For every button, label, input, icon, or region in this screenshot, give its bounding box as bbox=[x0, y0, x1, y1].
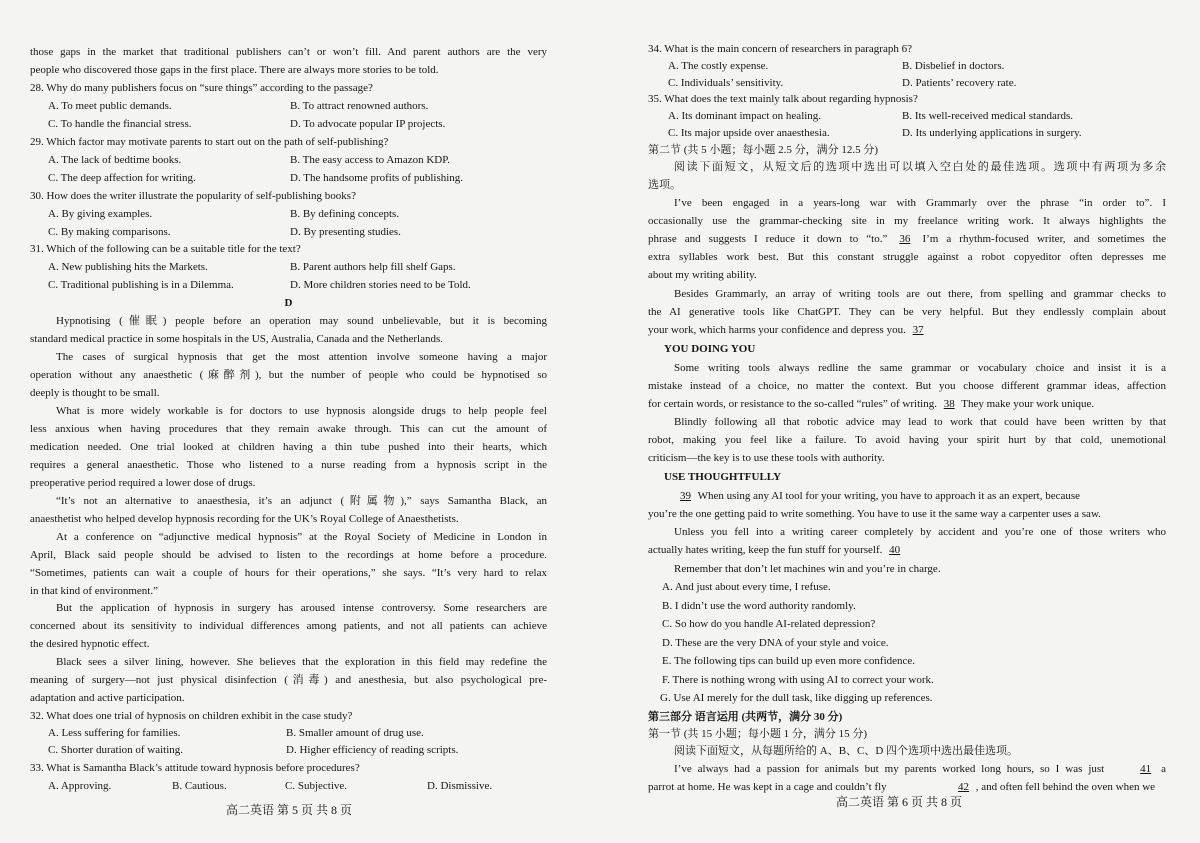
text-line: anaesthetist who helped develop hypnosis recording for the UK’s Royal College of Anaesthetists. bbox=[30, 513, 459, 525]
answer-option: D. The handsome profits of publishing. bbox=[290, 172, 464, 184]
answer-option: A. By giving examples. bbox=[48, 208, 153, 220]
text-line: 选项。 bbox=[648, 179, 681, 191]
text-line: operation without any anaesthetic (麻醉剂), but the number of people who could be hypnotised so bbox=[30, 369, 547, 381]
answer-option: D. Higher efficiency of reading scripts. bbox=[286, 744, 459, 756]
passage-line-blank-41 bbox=[648, 762, 1166, 776]
blank-40-pre: actually hates writing, keep the fun stuff for yourself. bbox=[648, 544, 883, 556]
text-line: 28. Why do many publishers focus on “sure things” according to the passage? bbox=[30, 82, 373, 94]
text-line: Besides Grammarly, an array of writing tools are out there, from spelling and grammar checks to bbox=[674, 288, 1166, 300]
answer-option: D. Dismissive. bbox=[427, 780, 493, 792]
text-line: those gaps in the market that traditional publishers can’t or won’t fill. And parent authors are the very bbox=[30, 46, 547, 58]
passage-line-blank-40 bbox=[648, 543, 1166, 557]
answer-option: B. The easy access to Amazon KDP. bbox=[290, 154, 450, 166]
text-line: extra syllables work best. But this constant struggle against a robot copyeditor often depresses me bbox=[648, 251, 1166, 263]
text-line: occasionally use the grammar-checking site in my freelance writing work. It always highlights the bbox=[648, 215, 1166, 227]
choice-option: B. I didn’t use the word authority randomly. bbox=[662, 599, 856, 612]
answer-option: C. To handle the financial stress. bbox=[48, 118, 192, 130]
answer-option: B. Its well-received medical standards. bbox=[902, 110, 1074, 122]
text-line: parrot at home. He was kept in a cage and couldn’t fly bbox=[648, 781, 887, 793]
blank-39: 39 bbox=[680, 490, 691, 502]
blank-37: 37 bbox=[912, 324, 924, 336]
choice-option: E. The following tips can build up even more confidence. bbox=[662, 655, 916, 667]
answer-option: A. New publishing hits the Markets. bbox=[48, 261, 208, 273]
text-line: 34. What is the main concern of researchers in paragraph 6? bbox=[648, 43, 912, 55]
answer-option: D. To advocate popular IP projects. bbox=[290, 118, 446, 130]
blank-39-post: When using any AI tool for your writing, you have to approach it as an expert, because bbox=[697, 490, 1081, 502]
blank-41-pre: I’ve always had a passion for animals but my parents worked long hours, so I was just bbox=[674, 763, 1105, 775]
text-line: standard medical practice in some hospitals in the US, Australia, Canada and the Netherlands. bbox=[30, 333, 443, 345]
answer-option: C. Shorter duration of waiting. bbox=[48, 744, 184, 756]
text-line: I’ve been engaged in a years-long war with Grammarly over the phrase “in order to”. I bbox=[674, 197, 1166, 209]
blank-38-pre: for certain words, or resistance to the so-called “rules” of writing. bbox=[648, 398, 937, 410]
text-line: Hypnotising (催眠) people before an operation may sound unbelievable, but it is becoming bbox=[56, 315, 547, 327]
text-line: preoperative period required a lower dose of drugs. bbox=[30, 477, 256, 489]
text-line: in that kind of environment.” bbox=[30, 585, 158, 597]
text-line: 31. Which of the following can be a suitable title for the text? bbox=[30, 243, 301, 255]
text-line: What is more widely workable is for doctors to use hypnosis alongside drugs to help people feel bbox=[56, 405, 547, 417]
blank-38: 38 bbox=[943, 398, 955, 410]
passage-letter-d: D bbox=[284, 297, 293, 309]
answer-option: B. Parent authors help fill shelf Gaps. bbox=[290, 261, 456, 273]
text-line: “It’s not an alternative to anaesthesia, it’s an adjunct (附属物),” says Samantha Black, an bbox=[56, 495, 547, 507]
answer-option: C. Its major upside over anaesthesia. bbox=[668, 127, 830, 139]
text-line: medication needed. One trial looked at children having a thin tube pushed into their hearts, which bbox=[30, 441, 547, 453]
answer-option: A. The costly expense. bbox=[668, 60, 769, 72]
text-line: 阅读下面短文，从短文后的选项中选出可以填入空白处的最佳选项。选项中有两项为多余 bbox=[674, 161, 1166, 173]
text-line: 阅读下面短文，从每题所给的 A、B、C、D 四个选项中选出最佳选项。 bbox=[674, 745, 1019, 757]
answer-option: B. To attract renowned authors. bbox=[290, 100, 429, 112]
text-line: April, Black said people should be advised to listen to the recordings at home before a procedure. bbox=[30, 549, 547, 561]
heading-you-doing-you: YOU DOING YOU bbox=[664, 343, 756, 355]
text-line: But the application of hypnosis in surgery has aroused intense controversy. Some researchers are bbox=[56, 602, 547, 614]
blank-42-post: , and often fell behind the oven when we bbox=[975, 781, 1156, 793]
answer-option: A. Less suffering for families. bbox=[48, 727, 181, 739]
blank-36: 36 bbox=[899, 233, 911, 245]
text-line: At a conference on “adjunctive medical hypnosis” at the Royal Society of Medicine in London in bbox=[56, 531, 547, 543]
choice-option: F. There is nothing wrong with using AI to correct your work. bbox=[662, 673, 934, 686]
text-line: people who discovered those gaps in the first place. There are always more stories to be told. bbox=[30, 64, 439, 76]
answer-option: A. The lack of bedtime books. bbox=[48, 154, 182, 166]
text-line: adaptation and active participation. bbox=[30, 692, 185, 704]
answer-option: D. By presenting studies. bbox=[290, 226, 401, 238]
text-line: The cases of surgical hypnosis that get the most attention involve someone having a major bbox=[56, 351, 547, 363]
page-footer-left: 高二英语 第 5 页 共 8 页 bbox=[226, 803, 353, 817]
text-line: Some writing tools always redline the same grammar or vocabulary choice and insist it is a bbox=[674, 362, 1166, 374]
answer-option: C. The deep affection for writing. bbox=[48, 172, 196, 184]
blank-41-post: a bbox=[1161, 763, 1166, 775]
text-line: less anxious when having procedures that they remain awake through. This can cut the amount of bbox=[30, 423, 547, 435]
text-line: 30. How does the writer illustrate the popularity of self-publishing books? bbox=[30, 190, 356, 202]
passage-line-blank-36 bbox=[648, 232, 1166, 246]
blank-38-post: They make your work unique. bbox=[961, 398, 1095, 410]
text-line: you’re the one getting paid to write something. You have to use it the same way a carpenter uses a saw. bbox=[648, 508, 1101, 520]
heading-use-thoughtfully: USE THOUGHTFULLY bbox=[664, 471, 782, 483]
blank-40: 40 bbox=[889, 544, 901, 556]
answer-option: C. Traditional publishing is in a Dilemma. bbox=[48, 279, 234, 291]
text-line: 32. What does one trial of hypnosis on children exhibit in the case study? bbox=[30, 710, 353, 722]
answer-option: A. Its dominant impact on healing. bbox=[668, 110, 822, 122]
text-line: Unless you fell into a writing career completely by accident and you’re one of those writers who bbox=[674, 526, 1166, 538]
answer-option: C. By making comparisons. bbox=[48, 226, 171, 238]
answer-option: D. More children stories need to be Told. bbox=[290, 279, 471, 291]
text-line: mistake instead of a choice, no matter the context. But you choose different grammar ideas, affection bbox=[648, 380, 1166, 392]
answer-option: B. Smaller amount of drug use. bbox=[286, 727, 424, 739]
passage-line-blank-37 bbox=[648, 323, 1166, 337]
choice-option: D. These are the very DNA of your style and voice. bbox=[662, 636, 889, 649]
text-line: robot, making you feel like a failure. To avoid having your spirit hurt by that cold, unemotional bbox=[648, 434, 1166, 446]
blank-37-pre: your work, which harms your confidence and depress you. bbox=[648, 324, 906, 336]
text-line: the desired hypnotic effect. bbox=[30, 638, 150, 650]
blank-36-post: I’m a rhythm-focused writer, and sometimes the bbox=[922, 233, 1166, 245]
text-line: the AI generative tools like ChatGPT. They can be very helpful. But they endlessly complain about bbox=[648, 306, 1166, 318]
answer-option: D. Patients’ recovery rate. bbox=[902, 77, 1017, 89]
choice-option: A. And just about every time, I refuse. bbox=[662, 581, 831, 593]
text-line: 29. Which factor may motivate parents to start out on the path of self-publishing? bbox=[30, 136, 389, 148]
text-line: Blindly following all that robotic advice may lead to work that could have been written by that bbox=[674, 416, 1166, 428]
text-line: meaning of surgery—not just physical disinfection (消毒) and anesthesia, but also psychological pre- bbox=[30, 674, 547, 686]
choice-option: G. Use AI merely for the dull task, like digging up references. bbox=[660, 692, 933, 704]
page-footer-right: 高二英语 第 6 页 共 8 页 bbox=[836, 795, 963, 809]
answer-option: B. By defining concepts. bbox=[290, 208, 400, 220]
text-line: Remember that don’t let machines win and you’re in charge. bbox=[674, 563, 941, 575]
part-three-title: 第三部分 语言运用 (共两节，满分 30 分) bbox=[648, 711, 843, 723]
text-line: about my writing ability. bbox=[648, 269, 757, 281]
text-line: concerned about its sensitivity to individual differences among patients, and not all patients can achieve bbox=[30, 620, 547, 632]
passage-line-blank-39 bbox=[676, 489, 1166, 503]
answer-option: A. To meet public demands. bbox=[48, 100, 172, 112]
passage-line-blank-42 bbox=[954, 780, 1166, 794]
blank-42: 42 bbox=[958, 781, 969, 793]
answer-option: C. Individuals’ sensitivity. bbox=[668, 77, 784, 89]
answer-option: C. Subjective. bbox=[285, 780, 348, 792]
answer-option: D. Its underlying applications in surgery. bbox=[902, 127, 1082, 139]
blank-41: 41 bbox=[1140, 763, 1152, 775]
text-line: Black sees a silver lining, however. She believes that the exploration in this field may redefine the bbox=[56, 656, 547, 668]
text-line: 35. What does the text mainly talk about regarding hypnosis? bbox=[648, 93, 918, 105]
text-line: criticism—the key is to use these tools with authority. bbox=[648, 452, 885, 464]
passage-line-blank-38 bbox=[648, 397, 1166, 411]
text-line: 第二节 (共 5 小题；每小题 2.5 分，满分 12.5 分) bbox=[648, 144, 879, 156]
text-line: requires a general anaesthetic. Those who listened to a nurse reading from a hypnosis script in the bbox=[30, 459, 547, 471]
text-line: 33. What is Samantha Black’s attitude toward hypnosis before procedures? bbox=[30, 762, 360, 774]
text-line: deeply is thought to be small. bbox=[30, 387, 160, 399]
answer-option: A. Approving. bbox=[48, 780, 112, 792]
text-line: “Sometimes, patients can wait a couple of hours for their operations,” she says. “It’s very hard to relax bbox=[30, 567, 547, 579]
blank-36-pre: phrase and suggests I reduce it down to “to.” bbox=[648, 233, 888, 245]
choice-option: C. So how do you handle AI-related depression? bbox=[662, 618, 876, 630]
section-one-title: 第一节 (共 15 小题；每小题 1 分，满分 15 分) bbox=[648, 728, 868, 740]
answer-option: B. Cautious. bbox=[172, 780, 227, 792]
answer-option: B. Disbelief in doctors. bbox=[902, 60, 1005, 72]
